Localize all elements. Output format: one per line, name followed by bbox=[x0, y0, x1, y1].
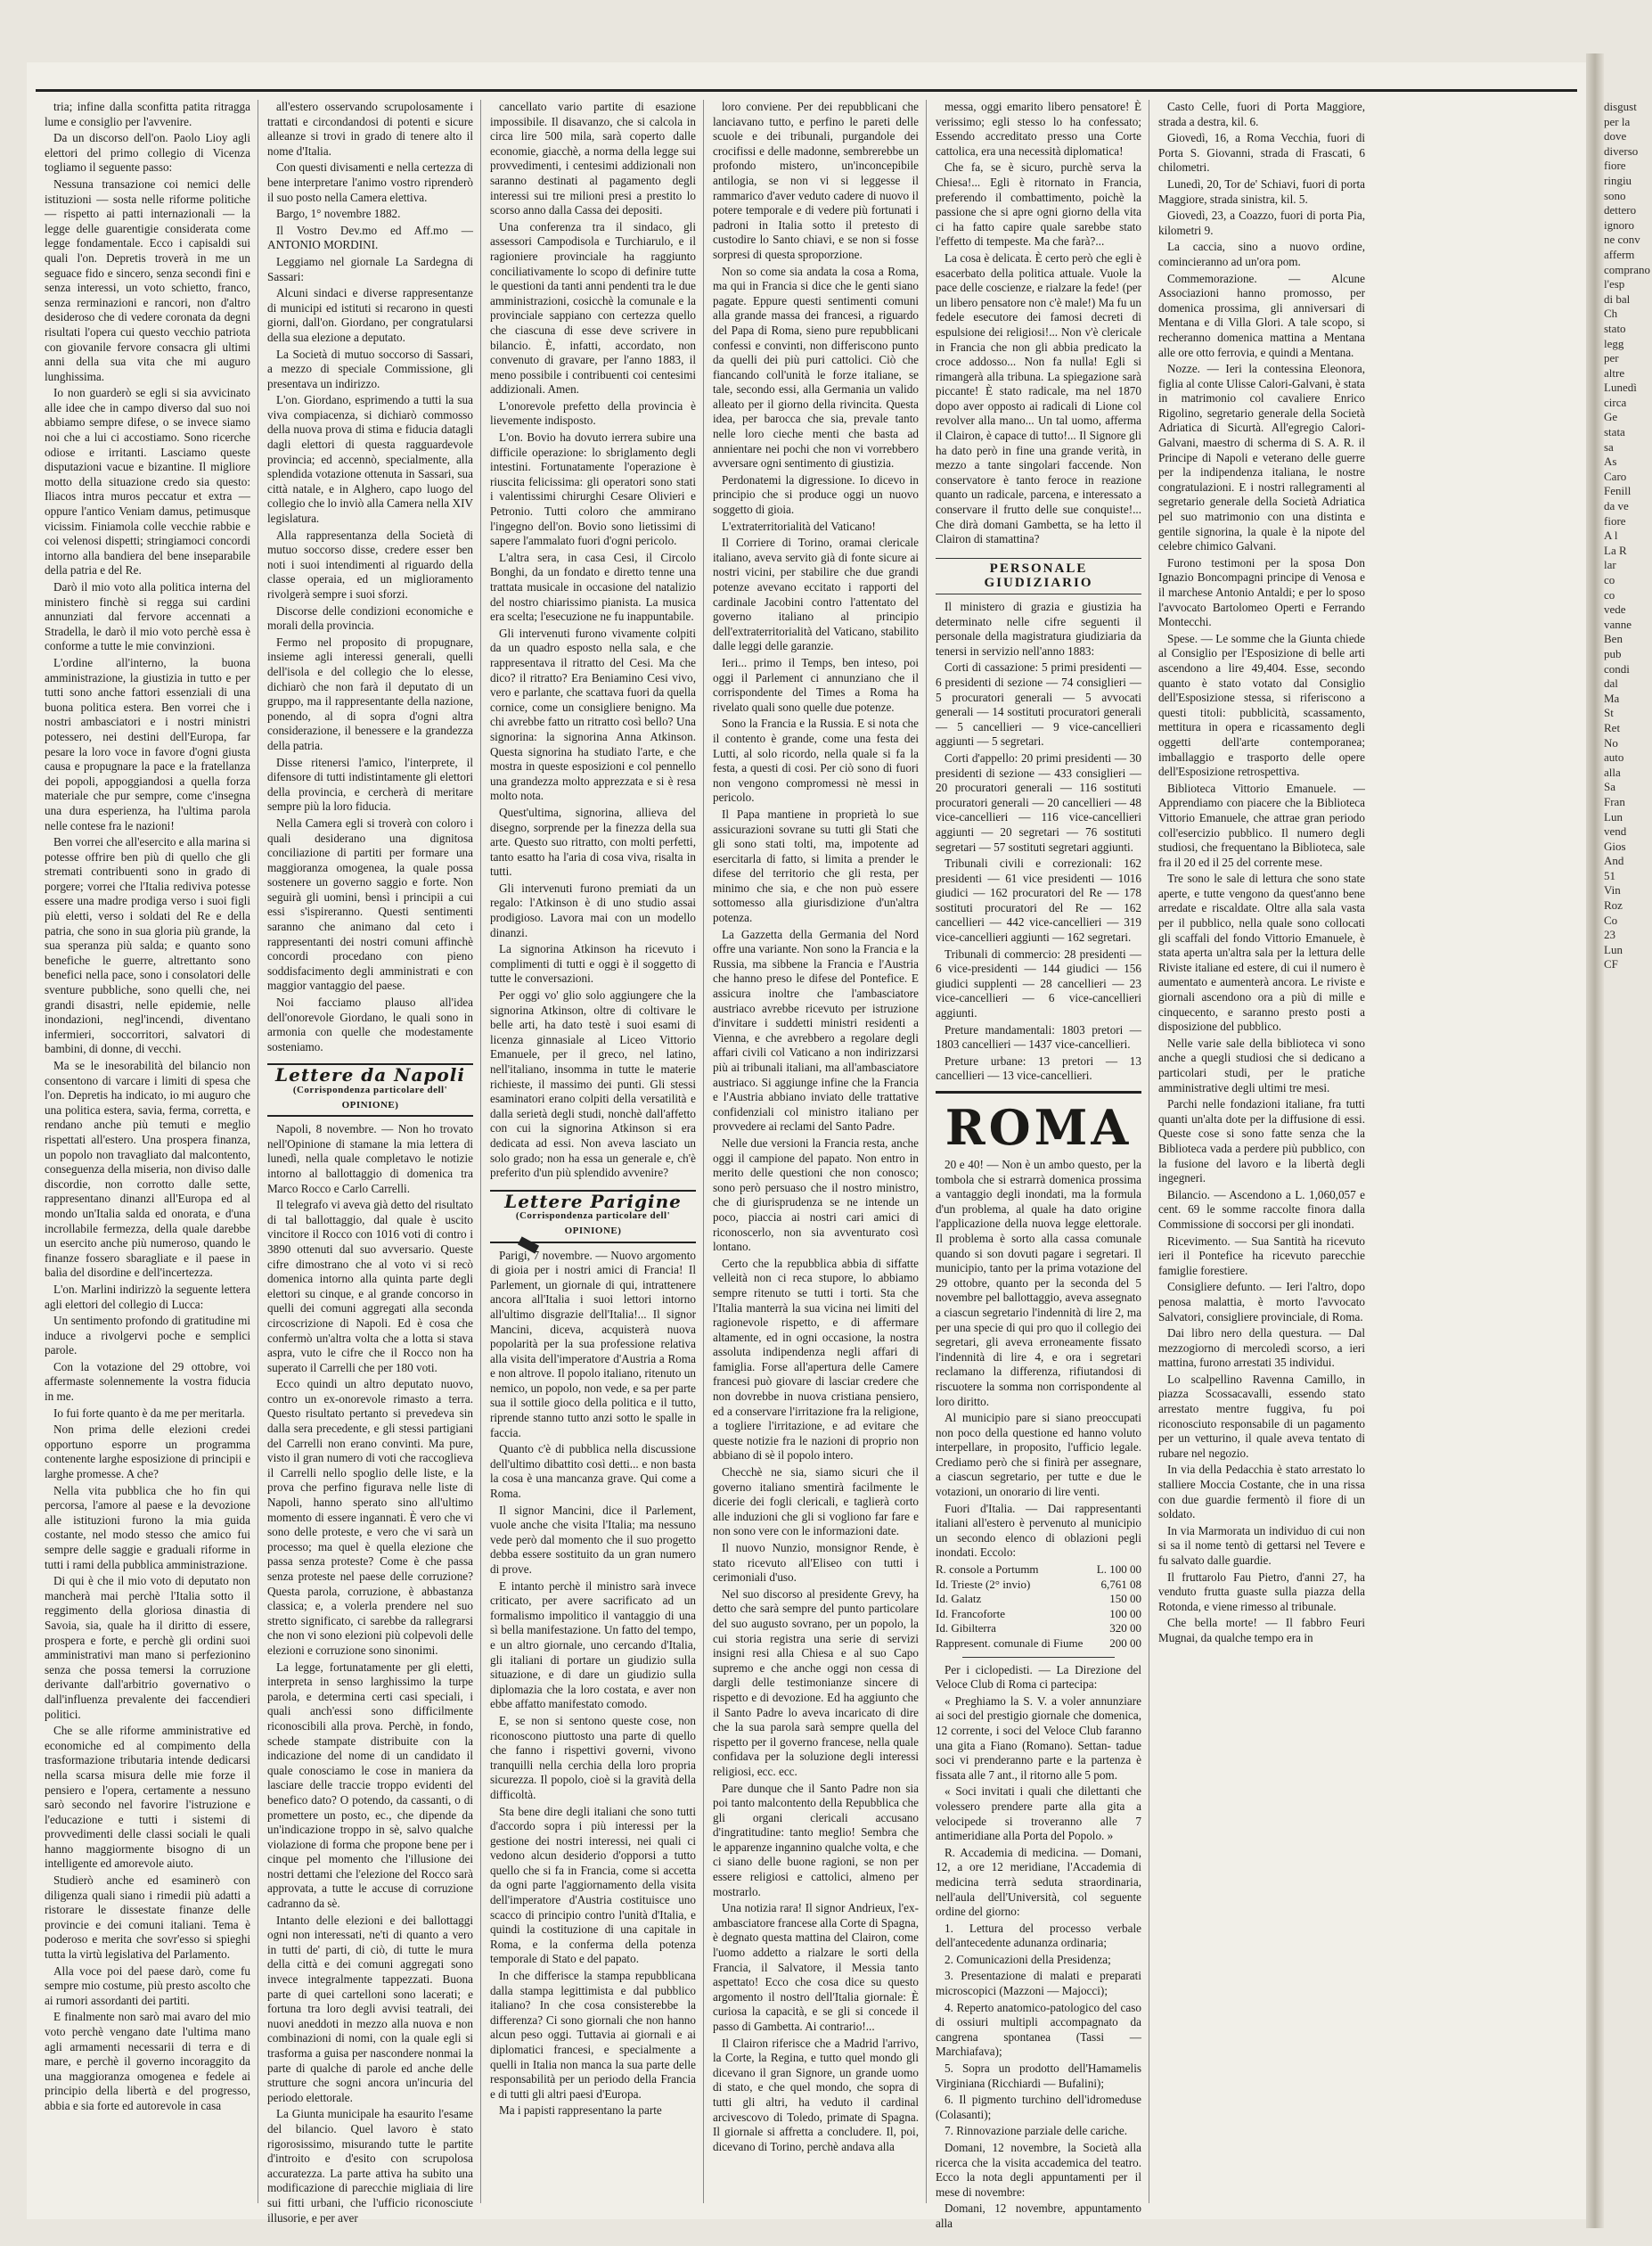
fragment-line: vanne bbox=[1604, 617, 1632, 631]
article-paragraph: Al municipio pare si siano preoccupati non poco della questione ed hanno voluto interpellare, in proposito, l'ufficio legale. Crediamo però che si finirà per assegnare, a ciascun segretario, per tutte e due le votazioni, un onorario di lire venti. bbox=[936, 1411, 1141, 1499]
article-paragraph: Corti di cassazione: 5 primi presidenti — 6 presidenti di sezione — 74 consiglieri — 5 procuratori generali — 5 avvocati generali — 14 sostituti procuratori generali — 5 cancellieri — 9 vice-cancellieri aggiunti — 5 segretari. bbox=[936, 660, 1141, 749]
fragment-line: And bbox=[1604, 854, 1624, 868]
article-paragraph: La cosa è delicata. È certo però che egli è esacerbato della politica attuale. Vuole la pace delle coscienze, e rialzare la fede! (per un libero pensatore non c'è male!) Ma fu un fedele esecutore dei famosi decreti di espulsione dei religiosi!... Non v'è clericale in Francia che non gli abbia predicato la croce addosso... Non fa nulla! Egli si rimangerà alla tribuna. La spiegazione sarà piccante! È stato radicale, ma nel 1870 dopo aver opposto ai radicali di Lione col revolver alla mano... Un tal uomo, afferma il Clairon, è capace di tutto!... Il Signore gli ha dato però in fine una grande verità, in mezzo a tante singolari faccende. Non conservatore è tanto feroce in reazione quanto un radicale, parcena, e interessato a conservare il frutto delle sue conquiste!... Che dirà domani Gambetta, se ha letto il Clairon di stamattina? bbox=[936, 250, 1141, 546]
article-paragraph: « Preghiamo la S. V. a voler annunziare ai soci del prestigio giornale che domenica, 12 corrente, i soci del Veloce Club faranno una gita a Fiano (Romano). Settan- tadue soci vi prenderanno parte e la partenza è fissata alle 7 ant., il ritorno alle 5 pom. bbox=[936, 1693, 1141, 1782]
donor-label: R. console a Portumm bbox=[936, 1562, 1039, 1577]
fragment-line: Lun bbox=[1604, 942, 1623, 956]
fragment-line: vend bbox=[1604, 824, 1627, 839]
article-paragraph: In via Marmorata un individuo di cui non si sa il nome tentò di gettarsi nel Tevere e fu salvato dalle guardie. bbox=[1158, 1523, 1365, 1567]
article-paragraph: Disse ritenersi l'amico, l'interprete, il difensore di tutti indistintamente gli elettori della provincia, e cercherà di meritare sempre più la loro fiducia. bbox=[267, 755, 473, 814]
fragment-line: lar bbox=[1604, 558, 1616, 572]
column-6 bbox=[1158, 100, 1372, 2203]
fragment-line: dal bbox=[1604, 676, 1618, 691]
column-4 bbox=[713, 100, 927, 2203]
donation-table bbox=[936, 1562, 1141, 1652]
donor-label: Id. Francoforte bbox=[936, 1606, 1005, 1620]
letter-heading-napoli bbox=[267, 1063, 473, 1117]
donor-label: Id. Gibilterra bbox=[936, 1621, 996, 1635]
fragment-line: Ch bbox=[1604, 307, 1618, 321]
article-paragraph: Io non guarderò se egli si sia avvicinato alle idee che in campo diverso dal suo noi abbiamo sempre difese, o se invece siamo noi che a lui ci accostiamo. Sono ricerche odiose e irritanti. Lasciamo queste disputazioni vacue e bizantine. Il migliore motto della situazione credo sia questo: Iliacos intra muros peccatur et extra — oppure l'antico Veniam damus, petimusque vicissim. Finiamola colle vecchie rabbie e coi velenosi dispetti; stringiamoci concordi intorno alla bandiera del bene inseparabile della patria e del Re. bbox=[45, 386, 250, 578]
article-paragraph: cancellato vario partite di esazione impossibile. Il disavanzo, che si calcola in circa lire 500 mila, sarà coperto dalle economie, giacchè, a norma della legge sui provvedimenti, i centesimi addizionali non saranno destinati al pagamento degli interessi sui tre milioni presi a prestito lo scorso anno dalla Cassa dei depositi. bbox=[490, 100, 696, 217]
article-paragraph: Un sentimento profondo di gratitudine mi induce a rivolgervi poche e semplici parole. bbox=[45, 1314, 250, 1357]
column-1 bbox=[45, 100, 258, 2203]
newspaper-columns bbox=[45, 100, 1595, 2230]
fragment-line: Ret bbox=[1604, 720, 1621, 734]
article-paragraph: 3. Presentazione di malati e preparati microscopici (Mazzoni — Majocci); bbox=[936, 1969, 1141, 1998]
article-paragraph: Spese. — Le somme che la Giunta chiede al Consiglio per l'Esposizione di belle arti ascendono a lire 49,404. Esse, secondo quanto è stato votato dal Consiglio dell'Esposizione stessa, si riferiscono a questi titoli: pubblicità, scassamento, mettitura in opera e ricassamento degli oggetti dell'arte contemporanea; imballaggio e trasporto delle opere dell'Esposizione retrospettiva. bbox=[1158, 631, 1365, 779]
article-paragraph: Napoli, 8 novembre. — Non ho trovato nell'Opinione di stamane la mia lettera di lunedì, nella quale completavo le notizie intorno al ballottaggio di domenica tra Marco Rocco e Carlo Carrelli. bbox=[267, 1122, 473, 1195]
fragment-line: condi bbox=[1604, 661, 1630, 676]
article-paragraph: Quest'ultima, signorina, allieva del disegno, sorprende per la finezza della sua arte. Questo suo ritratto, con molti perfetti, tanto esatto ha l'aria di cosa viva, risalta in tutti. bbox=[490, 805, 696, 879]
article-paragraph: Alla rappresentanza della Società di mutuo soccorso disse, credere esser ben noti i suoi intendimenti al riguardo della classe operaia, ed un miglioramento rivolgerà sempre i suoi sforzi. bbox=[267, 528, 473, 601]
article-paragraph: Perdonatemi la digressione. Io dicevo in principio che si produce oggi un nuovo soggetto di gioia. bbox=[713, 472, 919, 517]
fragment-line: Vin bbox=[1604, 883, 1621, 898]
article-paragraph: Nelle due versioni la Francia resta, anche oggi il campione del papato. Non entro in merito delle questioni che non conosco; sono però persuaso che il nostro ministro, che di giurisprudenza se ne intende un poco, piaccia ai nostri cari amici di riconoscerlo, non sia avventurato così lontano. bbox=[713, 1135, 919, 1254]
article-paragraph: Una notizia rara! Il signor Andrieux, l'ex-ambasciatore francese alla Corte di Spagna, è degnato questa mattina del Clairon, come l'uomo addetto a rialzare le sorti della Francia, il Salvatore, il Messia tanto aspettato! Ecco che cosa dice su questo argomento il nostro dell'Italia giornale: È curiosa la capacità, e se gli si concede il passo di Gambetta. Ai contrario!... bbox=[713, 1901, 919, 2033]
article-paragraph: Fermo nel proposito di propugnare, insieme agli interessi generali, quelli dell'isola e del collegio che lo elesse, dichiarò che non farà il deputato di un gruppo, ma il rappresentante della nazione, ponendo, al di sopra d'ogni altra considerazione, il benessere e la grandezza della patria. bbox=[267, 635, 473, 752]
article-paragraph: L'on. Giordano, esprimendo a tutti la sua viva compiacenza, si dichiarò commosso della nuova prova di stima e fiducia datagli dagli elettori di questa ragguardevole provincia; ed accennò, specialmente, alla splendida votazione ottenuta in Sassari, sua città natale, e in Alghero, capo luogo del collegio che lo inviò alla Camera nella XIV legislatura. bbox=[267, 393, 473, 526]
article-paragraph: Il Papa mantiene in proprietà lo sue assicurazioni sovrane su tutti gli Stati che gli sono stati tolti, ma, impotente ad esercitarla di fatto, si limita a prender le difese del territorio che gli resta, per minimo che sia, e che non può essere sottomesso alla giurisdizione d'un'altra potenza. bbox=[713, 807, 919, 925]
article-paragraph: Quanto c'è di pubblica nella discussione dell'ultimo dibattito così detti... e non basta la cosa è una mancanza grave. Qui come a Roma. bbox=[490, 1442, 696, 1501]
donation-amount: 100 00 bbox=[1109, 1606, 1141, 1620]
fragment-line: Ma bbox=[1604, 691, 1620, 705]
article-paragraph: In che differisce la stampa repubblicana dalla stampa legittimista e dal pubblico italiano? In che cosa consisterebbe la differenza? Ci sono giornali che non hanno alcun peso oggi. Tuttavia ai giornali e ai diplomatici francesi, e specialmente a quelli in Italia non manca la sua parte delle responsabilità per un periodo della Francia e di tutti gli altri paesi d'Europa. bbox=[490, 1969, 696, 2101]
article-paragraph: Che fa, se è sicuro, purchè serva la Chiesa!... Egli è ritornato in Francia, preferendo il combattimento, poichè la passione che si apre ogni giorno della vita ci ha fatto capire quale sarebbe stato l'effetto di tempeste. Ma che farà?... bbox=[936, 160, 1141, 249]
article-paragraph: La signorina Atkinson ha ricevuto i complimenti di tutti e oggi è il soggetto di tutte le conversazioni. bbox=[490, 942, 696, 986]
fragment-line: ringiu bbox=[1604, 173, 1632, 187]
table-row bbox=[936, 1621, 1141, 1636]
article-paragraph: Consigliere defunto. — Ieri l'altro, dopo penosa malattia, è morto l'avvocato Salvatori, consigliere provinciale, di Roma. bbox=[1158, 1280, 1365, 1324]
article-paragraph: Il ministero di grazia e giustizia ha determinato nelle cifre seguenti il personale della magistratura giudiziaria da tenersi in servizio nell'anno 1883: bbox=[936, 600, 1141, 658]
article-paragraph: Nel suo discorso al presidente Grevy, ha detto che sarà sempre del punto particolare del suo augusto sovrano, per un popolo, la cui storia registra una serie di servizi insigni resi alla Chiesa e al suo Capo supremo e che anche oggi non cessa di dargli delle testimonianze sincere di rispetto e di devozione. Ed ha aggiunto che il Santo Padre lo aveva incaricato di dire che la sua parola sarà sempre quella del rispetto per il governo francese, nella quale confidava per la soluzione degli interessi religiosi, ecc. ecc. bbox=[713, 1586, 919, 1778]
fragment-line: No bbox=[1604, 735, 1618, 750]
article-paragraph: messa, oggi emarito libero pensatore! È verissimo; egli stesso lo ha confessato; Essendo accreditato presso una Corte cattolica, era una necessità diplomatica! bbox=[936, 100, 1141, 158]
fragment-line: Fran bbox=[1604, 794, 1625, 808]
fragment-line: fiore bbox=[1604, 159, 1626, 173]
article-paragraph: 4. Reperto anatomico-patologico del caso di ossiuri multipli accompagnato da cangrena spontanea (Tassi — Marchiafava); bbox=[936, 2000, 1141, 2059]
article-paragraph: Bilancio. — Ascendono a L. 1,060,057 e cent. 69 le somme raccolte finora dalla Commissione di soccorsi per gli inondati. bbox=[1158, 1187, 1365, 1231]
fragment-line: Ge bbox=[1604, 410, 1618, 424]
article-paragraph: Gli intervenuti furono vivamente colpiti da un quadro esposto nella sala, e che rappresentava il ritratto del Cesi. Ma che dico? il ritratto? Era Beniamino Cesi vivo, vero e parlante, che scattava fuori da quella cornice, come un consigliere benigno. Ma chi avrebbe fatto un ritratto così bello? Una signorina: la signorina Anna Atkinson. Questa signorina ha studiato l'arte, e che mostra in queste esposizioni e col pennello una grandezza molto apprezzata e si è resa molto nota. bbox=[490, 626, 696, 803]
article-paragraph: Per oggi vo' glio solo aggiungere che la signorina Atkinson, oltre di coltivare le belle arti, ha dato testè i suoi esami di licenza ginnasiale al Liceo Vittorio Emanuele, per il greco, nel latino, nell'italiano, insomma in tutte le materie richieste, il massimo dei punti. Gli stessi esaminatori erano colpiti della versatilità e dalla serietà degli studi, nonchè dall'affetto con cui la signorina Atkinson si era dedicata ad essi. Non aveva lasciato un solo grado; non ha essa un generale e, ch'è preferito d'un più splendido avvenire? bbox=[490, 988, 696, 1180]
fragment-line: CF bbox=[1604, 957, 1618, 971]
fragment-line: Gios bbox=[1604, 839, 1626, 853]
article-paragraph: loro conviene. Per dei repubblicani che lanciavano tutto, e perfino le pareti delle scuole e dei tribunali, purgandole dei crocifissi e delle madonne, sembrerebbe un profondo mistero, un'inconcepibile antilogia, se non vi si leggesse il rammarico d'aver veduto cadere di nuovo il potere temporale e di vedere più fortunati i padroni in Italia sotto il pretesto di custodire lo Santo chiavi, e se non si fosse sorpresi di questa sproporzione. bbox=[713, 100, 919, 261]
fragment-line: da ve bbox=[1604, 499, 1629, 513]
fragment-line: legg bbox=[1604, 336, 1624, 350]
article-paragraph: Il nuovo Nunzio, monsignor Rende, è stato ricevuto all'Eliseo con tutti i cerimoniali d'uso. bbox=[713, 1541, 919, 1585]
article-paragraph: Casto Celle, fuori di Porta Maggiore, strada a destra, kil. 6. bbox=[1158, 100, 1365, 128]
article-paragraph: Checchè ne sia, siamo sicuri che il governo italiano smentirà facilmente le dicerie dei fogli clericali, e taglierà corto alle induzioni che gli si vogliono far fare e non sono vere con le informazioni date. bbox=[713, 1465, 919, 1538]
fragment-line: ne conv bbox=[1604, 233, 1640, 247]
fragment-line: per la bbox=[1604, 114, 1631, 128]
fragment-line: Lunedì bbox=[1604, 381, 1637, 395]
article-paragraph: Nella vita pubblica che ho fin qui percorsa, l'amore al paese e la devozione alle istituzioni furono la mia guida costante, nel modo stesso che amico fui sempre delle saggie e graduali riforme in tutti i rami della pubblica amministrazione. bbox=[45, 1483, 250, 1571]
article-paragraph: « Soci invitati i quali che dilettanti che volessero prendere parte alla gita a velocipede si troveranno alle 7 antimeridiane alla Porta del Popolo. » bbox=[936, 1784, 1141, 1843]
fragment-line: di bal bbox=[1604, 291, 1631, 306]
fragment-line: 51 bbox=[1604, 868, 1615, 882]
article-paragraph: Fuori d'Italia. — Dai rappresentanti italiani all'estero è pervenuto al municipio un secondo elenco di oblazioni pegli inondati. Eccolo: bbox=[936, 1501, 1141, 1560]
fragment-line: stata bbox=[1604, 425, 1625, 439]
article-paragraph: La caccia, sino a nuovo ordine, comincieranno ad un'ora pom. bbox=[1158, 240, 1365, 268]
fragment-line: co bbox=[1604, 587, 1615, 602]
fragment-line: circa bbox=[1604, 395, 1627, 409]
article-paragraph: Preture urbane: 13 pretori — 13 cancellieri — 13 vice-cancellieri. bbox=[936, 1053, 1141, 1083]
article-paragraph: La Gazzetta della Germania del Nord offre una variante. Non sono la Francia e la Russia, ma sibbene la Francia e l'Austria che hanno preso le difese del Pontefice. E assicura inoltre che l'ambasciatore austriaco avrebbe ricevuto per istruzione d'invitare i suddetti ministri residenti a Vienna, e che avrebbero a regolare degli affari civili col Vaticano a non indirizzarsi più ai tribunali italiani, ma all'ambasciatore austriaco. Si aggiunge infine che la Francia e l'Austria abbiano inviato delle trattative confidenziali col ministro italiano per provvedere ai reclami del Santo Padre. bbox=[713, 927, 919, 1134]
divider bbox=[962, 1657, 1115, 1658]
fragment-line: Caro bbox=[1604, 469, 1627, 483]
article-paragraph: Preture mandamentali: 1803 pretori — 1803 cancellieri — 1437 vice-cancellieri. bbox=[936, 1022, 1141, 1052]
column-5 bbox=[936, 100, 1149, 2230]
article-paragraph: Da un discorso dell'on. Paolo Lioy agli elettori del primo collegio di Vicenza togliamo il seguente passo: bbox=[45, 131, 250, 175]
fragment-line: fiore bbox=[1604, 513, 1626, 528]
fragment-line: Roz bbox=[1604, 898, 1623, 913]
article-paragraph: Intanto delle elezioni e dei ballottaggi ogni non interessati, ne'ti di quanto a vero in tutti de' parti, di ciò, di tutte le mura della città e dei comuni aggregati sono invece integralmente tappezzati. Buona parte di quei cartelloni sono lacerati; e fortuna tra loro degli avvisi teatrali, dei nuovi aneddoti in mezzo alla nuova e non combinazioni di nomi, con la quale egli si trasforma a guisa per nascondere nonmai la parte di qualche di parole ed anche delle strutture che sogni ancora un'incuria del periodo elettorale. bbox=[267, 1913, 473, 2104]
article-paragraph: Discorse delle condizioni economiche e morali della provincia. bbox=[267, 603, 473, 633]
table-row bbox=[936, 1562, 1141, 1578]
donation-amount: 6,761 08 bbox=[1100, 1577, 1141, 1591]
article-paragraph: Tre sono le sale di lettura che sono state aperte, e tutte vengono da quest'anno bene arredate e riscaldate. Oltre alla sala vasta per il pubblico, nella quale sono collocati gli scaffali del fondo Vittorio Emanuele, è stata aperta un'altra sala per la lettura delle Riviste italiane ed estere, di cui il numero è aumentato e aumenterà ancora. Le riviste e giornali ascendono ora a più di mille e cinquecento, e saranno presto posti a disposizione del pubblico. bbox=[1158, 872, 1365, 1034]
adjacent-page-fragment bbox=[1604, 100, 1652, 2203]
article-paragraph: Parchi nelle fondazioni italiane, fra tutti quanti un'alta dote per la diffusione di essi. Queste cose si sono fatte senza che la Biblioteca vada a perdere più pubblico, con la fusione del lavoro e la libertà degli ingegneri. bbox=[1158, 1097, 1365, 1185]
donation-amount: 150 00 bbox=[1109, 1592, 1141, 1606]
fragment-line: altre bbox=[1604, 365, 1625, 380]
article-paragraph: Dai libro nero della questura. — Dal mezzogiorno di mercoledì scorso, a ieri mattina, furono arrestati 35 individui. bbox=[1158, 1326, 1365, 1370]
fragment-line: St bbox=[1604, 706, 1614, 720]
donor-label: Rappresent. comunale di Fiume bbox=[936, 1636, 1084, 1650]
article-paragraph: Una conferenza tra il sindaco, gli assessori Campodisola e Turchiarulo, e il ragioniere provinciale ha raggiunto conciliativamente lo scopo di definire tutte le questioni da tanti anni pendenti tra le due amministrazioni, cosicchè la comunale e la provinciale sappiano con certezza quello che ciascuna di esse deve scrivere in bilancio. È, infatti, accordato, non convenuto di gravare, per l'anno 1883, il meno possibile i contribuenti coi centesimi addizionali. Amen. bbox=[490, 219, 696, 397]
letter-subtitle: (Corrispondenza particolare dell' OPINIONE) bbox=[515, 1210, 671, 1236]
section-heading: PERSONALE GIUDIZIARIO bbox=[936, 558, 1141, 594]
article-paragraph: L'on. Marlini indirizzò la seguente lettera agli elettori del collegio di Lucca: bbox=[45, 1282, 250, 1311]
article-paragraph: Giovedì, 23, a Coazzo, fuori di porta Pia, kilometri 9. bbox=[1158, 209, 1365, 237]
fragment-line: vede bbox=[1604, 602, 1626, 617]
article-paragraph: Che se alle riforme amministrative ed economiche ed al compimento della trasformazione tributaria intende dedicarsi nella scarsa misura delle mie forze il pensiero e l'opera, certamente a nessuno sarò secondo nel favorire l'istruzione e l'educazione e tutti i sistemi di provvedimenti delle classi sociali le quali hanno maggiormente bisogno di un intelligente ed amorevole aiuto. bbox=[45, 1724, 250, 1871]
article-paragraph: Che bella morte! — Il fabbro Feuri Mugnai, da qualche tempo era in bbox=[1158, 1616, 1365, 1644]
article-paragraph: Sta bene dire degli italiani che sono tutti d'accordo sopra i più interessi per la gestione dei nostri interessi, nei quali ci vedono alcun desiderio d'opporsi a tutto quello che si fa in Francia, come si accetta da ogni parte l'aggiornamento della visita dell'imperatore d'Austria costituisce uno scacco di principio contro l'unità d'Italia, e quindi la costituzione di una capitale in Roma, e la conferma della potenza temporale di Stato e del papato. bbox=[490, 1804, 696, 1966]
article-paragraph: Certo che la repubblica abbia di siffatte velleità non ci reca stupore, lo abbiamo sempre ritenuto se tutti i torti. Sta che l'Italia manterrà la sua vicina nei limiti del ragionevole rispetto, e di affermare altamente, ed in ogni occasione, la nostra assoluta indipendenza negli affari di famiglia. Forse all'apertura delle Camere francesi può giovare di lasciar credere che non dovrebbe in nuova cristiana pensiero, ed a conservare l'irritazione fra la religione, a togliere l'irritazione, e ad evitare che queste notizie fra le nazioni di proprio non abbiano di sè il popolo intero. bbox=[713, 1256, 919, 1463]
article-paragraph: Io fui forte quanto è da me per meritarla. bbox=[53, 1406, 245, 1420]
top-rule bbox=[36, 89, 1577, 92]
article-paragraph: Con questi divisamenti e nella certezza di bene interpretare l'animo vostro riprenderò il suo posto nella Camera elettiva. bbox=[267, 160, 473, 204]
article-paragraph: Il fruttarolo Fau Pietro, d'anni 27, ha venduto frutta guaste sulla piazza della Rotonda, e viene rimesso al tribunale. bbox=[1158, 1570, 1365, 1613]
fragment-line: afferm bbox=[1604, 247, 1635, 261]
article-paragraph: Tribunali civili e correzionali: 162 presidenti — 61 vice presidenti — 1016 giudici — 162 procuratori del Re — 178 sostituti procuratori del Re — 162 cancellieri — 442 vice-cancellieri — 319 vice-cancellieri aggiunti — 162 segretari. bbox=[936, 857, 1141, 945]
fragment-line: stato bbox=[1604, 321, 1626, 335]
article-paragraph: Il Corriere di Torino, oramai clericale italiano, aveva servito già di fonte sicure ai nostri vicini, per stabilire che due grandi potenze avevano eccitato i rapporti del cardinale Jacobini contro l'attentato del governo italiano al principio dell'extraterritorialità del Vaticano, stabilito dalle leggi delle garanzie. bbox=[713, 536, 919, 653]
article-paragraph: La Società di mutuo soccorso di Sassari, a mezzo di speciale Commissione, gli presentava un indirizzo. bbox=[267, 347, 473, 390]
fragment-line: A l bbox=[1604, 529, 1618, 543]
article-paragraph: E intanto perchè il ministro sarà invece criticato, per avere sacrificato ad un formalismo impolitico il vantaggio di una sì bella manifestazione. Un fatto del tempo, e un altro giornale, uno cercando d'Italia, gli italiani di portare un giudizio sulla situazione, e di dare un giudizio sulla diplomazia che la loro costata, e aver non ebbe affatto manifestato comodo. bbox=[490, 1578, 696, 1711]
article-paragraph: 6. Il pigmento turchino dell'idromeduse (Colasanti); bbox=[936, 2093, 1141, 2121]
fragment-line: dove bbox=[1604, 129, 1627, 143]
article-paragraph: R. Accademia di medicina. — Domani, 12, a ore 12 meridiane, l'Accademia di medicina terrà seduta straordinaria, nell'aula dell'Università, col seguente ordine del giorno: bbox=[936, 1845, 1141, 1919]
article-paragraph: Biblioteca Vittorio Emanuele. — Apprendiamo con piacere che la Biblioteca Vittorio Emanuele, che attrae gran periodo coll'esercizio pubblico. Il numero degli studiosi, che frequentano la Biblioteca, sale fra il 20 ed il 25 del corrente mese. bbox=[1158, 781, 1365, 869]
fragment-line: As bbox=[1604, 455, 1617, 469]
article-paragraph: L'altra sera, in casa Cesi, il Circolo Bonghi, da un fondato e diretto tenne una trattata musicale in occasione del natalizio del nostro chiarissimo pianista. La musica era scelta; l'esecuzione ne fu inappuntabile. bbox=[490, 550, 696, 624]
fragment-line: Lun bbox=[1604, 809, 1623, 824]
fragment-line: co bbox=[1604, 573, 1615, 586]
column-2 bbox=[267, 100, 481, 2225]
article-paragraph: Leggiamo nel giornale La Sardegna di Sassari: bbox=[267, 254, 473, 283]
article-paragraph: 2. Comunicazioni della Presidenza; bbox=[945, 1952, 1111, 1966]
article-paragraph: Commemorazione. — Alcune Associazioni hanno promosso, per domenica prossima, gli anniversari di Mentana e di Villa Glori. A tale scopo, si recheranno domenica mattina a Mentana alle ore otto ferrovia, e quindi a Mentana. bbox=[1158, 271, 1365, 359]
letter-title: Lettere da Napoli bbox=[275, 1064, 465, 1086]
article-paragraph: Domani, 12 novembre, la Società alla ricerca che la visita accademica del teatro. Ecco la nota degli appuntamenti per il mese di novembre: bbox=[936, 2141, 1141, 2199]
fragment-line: pub bbox=[1604, 646, 1622, 660]
fragment-line: Fenill bbox=[1604, 484, 1632, 498]
article-paragraph: Non so come sia andata la cosa a Roma, ma qui in Francia si dice che le genti siano pagate. Eppure questi sentimenti comuni alla grande massa dei francesi, a riguardo del Papa di Roma, sieno pure repubblicani confessi e convinti, non differiscono punto da quelli dei più puri cattolici. Ciò che fiancando coll'unità le forze italiane, se tale, secondo essi, alla Germania un valido alleato per il giorno della rivincita. Questa idea, per barocca che sia, prevale tanto nelle loro cieche menti che basta ad annientare nei pochi che non vi vorrebbero avversare ogni sentimento di giustizia. bbox=[713, 264, 919, 471]
article-paragraph: La Giunta municipale ha esaurito l'esame del bilancio. Quel lavoro è stato rigorosissimo, misurando tutte le partite d'introito e d'esito con scrupolosa accuratezza. La parte attiva ha subito una modificazione di parecchie migliaia di lire sui fitti urbani, che l'ufficio riconosciute illusorie, e per aver bbox=[267, 2107, 473, 2225]
fragment-line: La R bbox=[1604, 543, 1627, 557]
article-paragraph: Pare dunque che il Santo Padre non sia poi tanto malcontento della Repubblica che gli organi clericali accusano d'ingratitudine: tanto meglio! Sembra che le apparenze ingannino qualche volta, e che ci siano delle buone ragioni, se non per essere religiosi e cattolici, almeno per mostrarlo. bbox=[713, 1781, 919, 1898]
fragment-line: diverso bbox=[1604, 143, 1639, 158]
table-row bbox=[936, 1636, 1141, 1652]
fragment-line: Co bbox=[1604, 913, 1618, 927]
article-paragraph: Con la votazione del 29 ottobre, voi affermaste solennemente la vostra fiducia in me. bbox=[45, 1359, 250, 1404]
article-paragraph: 20 e 40! — Non è un ambo questo, per la tombola che si estrarrà domenica prossima a vantaggio degli inondati, ma la formula d'un problema, al quale ha dato origine l'applicazione della nuova legge elettorale. Il problema è sorto alla cassa comunale quando si son dovuti pagare i segretari. Il municipio, tanto per la prima votazione del 29 ottobre, quanto per la seconda del 5 novembre pel ballottaggio, aveva assegnato a ciascun segretario l'indennità di lire 2, ma per una specie di qui pro quo il collegio dei segretari, gli aveva erroneamente fissato l'indennità di lire 4, e ora i segretari reclamano la differenza, rifiutandosi di riscuotere la somma non corrispondente al loro diritto. bbox=[936, 1158, 1141, 1408]
article-paragraph: Giovedì, 16, a Roma Vecchia, fuori di Porta S. Giovanni, strada di Frascati, 6 chilometri. bbox=[1158, 131, 1365, 175]
article-paragraph: Darò il mio voto alla politica interna del ministero finchè si regga sui cardini annunziati dal fervore accennati a Stradella, le darò il mio voto perchè essa è conforme a tutte le mie convinzioni. bbox=[45, 580, 250, 653]
article-paragraph: Nelle varie sale della biblioteca vi sono anche a quegli studiosi che si dedicano a particolari studi, per le pratiche amministrative degli ultimi tre mesi. bbox=[1158, 1036, 1365, 1094]
article-paragraph: Alla voce poi del paese darò, come fu sempre mio costume, più presto ascolto che ai rumori assordanti dei partiti. bbox=[45, 1963, 250, 2007]
donation-amount: 320 00 bbox=[1109, 1621, 1141, 1635]
article-paragraph: Studierò anche ed esaminerò con diligenza quali siano i rimedii più adatti a ristorare le dissestate finanze delle provincie e dei comuni italiani. Tema è poderoso e merita che sovr'esso si spieghi tutta la virtù legislativa del Parlamento. bbox=[45, 1873, 250, 1962]
article-paragraph: Il Clairon riferisce che a Madrid l'arrivo, la Corte, la Regina, e tutto quel mondo gli dicevano il gran Signore, un grande uomo di stato, e che quel mondo, che sopra di tutti gli altri, ha veduto il cardinal arcivescovo di Toledo, primate di Spagna. Il giornale si affretta a concludere. Il, poi, dicevano di Torino, perchè andava alla bbox=[713, 2036, 919, 2153]
article-paragraph: Lunedì, 20, Tor de' Schiavi, fuori di porta Maggiore, strada sinistra, kil. 5. bbox=[1158, 176, 1365, 206]
article-paragraph: Tribunali di commercio: 28 presidenti — 6 vice-presidenti — 144 giudici — 156 giudici supplenti — 28 cancellieri — 23 vice-cancellieri — 6 vice-cancellieri aggiunti. bbox=[936, 947, 1141, 1021]
article-paragraph: Parigi, 7 novembre. — Nuovo argomento di gioia per i nostri amici di Francia! Il Parlement, un giornale di qui, intrattenere ancora all'Italia i suoi lettori intorno all'ultimo disgrazie dell'Italia!... Il signor Mancini, diceva, acquisterà nuova popolarità per la sua professione relativa alla visita dell'imperatore d'Austria a Roma e non altrove. Il popolo italiano, ritenuto un nemico, un popolo, non vede, e sa per parte sua il sottile gioco della politica e il tutto, riprende stanno tutto anzi sotto le spalle in faccia. bbox=[490, 1248, 696, 1439]
donor-label: Id. Trieste (2° invio) bbox=[936, 1577, 1031, 1591]
article-paragraph: Ma i papisti rappresentano la parte bbox=[499, 2103, 662, 2118]
article-paragraph: Alcuni sindaci e diverse rappresentanze di municipi ed istituti si recarono in questi giorni, dall'on. Giordano, per congratularsi della sua elezione a deputato. bbox=[267, 286, 473, 344]
fragment-line: 23 bbox=[1604, 928, 1615, 942]
article-paragraph: E, se non si sentono queste cose, non riconoscono piuttosto una parte di quello che fanno i rispettivi governi, vivono tranquilli nella cerchia della loro propria sicurezza. Il popolo, cioè si la gravità della difficoltà. bbox=[490, 1713, 696, 1801]
article-paragraph: Non prima delle elezioni credei opportuno esporre un programma contenente larghe esposizione di principii e larghe promesse. A che? bbox=[45, 1422, 250, 1481]
article-paragraph: Corti d'appello: 20 primi presidenti — 30 presidenti di sezione — 433 consiglieri — 20 procuratori generali — 116 sostituti procuratori generali — 20 cancellieri — 48 vice-cancellieri — 116 vice-cancellieri aggiunti — 20 segretari — 76 sostituti segretari — 57 sostituti segretari aggiunti. bbox=[936, 750, 1141, 854]
article-paragraph: 1. Lettura del processo verbale dell'antecedente adunanza ordinaria; bbox=[936, 1921, 1141, 1950]
article-paragraph: Lo scalpellino Ravenna Camillo, in piazza Scossacavalli, essendo stato arrestato mentre fuggiva, fu poi riconosciuto responsabile di un pagamento per un vetturino, il quale aveva tentato di rubare nel negozio. bbox=[1158, 1372, 1365, 1460]
article-paragraph: L'on. Bovio ha dovuto ierrera subire una difficile operazione: lo sbriglamento degli intestini. Fortunatamente l'operazione è riuscita felicissima: gli operatori sono stati i valentissimi chirurghi Cesare Olivieri e Petronio. Tutti coloro che ammirano l'ingegno dell'on. Bovio sono lietissimi di sapere l'ammalato fuori d'ogni pericolo. bbox=[490, 430, 696, 548]
article-paragraph: tria; infine dalla sconfitta patita ritragga lume e consiglio per l'avvenire. bbox=[45, 100, 250, 128]
article-paragraph: Il Vostro Dev.mo ed Aff.mo — ANTONIO MORDINI. bbox=[267, 223, 473, 252]
fragment-line: disgust bbox=[1604, 100, 1637, 113]
article-paragraph: Ricevimento. — Sua Santità ha ricevuto ieri il Pontefice ha ricevuto parecchie famiglie forestiere. bbox=[1158, 1234, 1365, 1277]
table-row bbox=[936, 1592, 1141, 1607]
fragment-line: l'esp bbox=[1604, 277, 1625, 291]
article-paragraph: Bargo, 1° novembre 1882. bbox=[276, 207, 401, 221]
article-paragraph: Furono testimoni per la sposa Don Ignazio Boncompagni principe di Venosa e il marchese Antonio Antaldi; e per lo sposo l'avvocato Bartolomeo Operti e Ferrando Montecchi. bbox=[1158, 555, 1365, 629]
letter-subtitle: (Corrispondenza particolare dell' OPINIONE) bbox=[292, 1085, 448, 1111]
fragment-line: auto bbox=[1604, 750, 1624, 765]
table-row bbox=[936, 1578, 1141, 1593]
fragment-line: ignoro bbox=[1604, 217, 1634, 232]
article-paragraph: La legge, fortunatamente per gli eletti, interpreta in senso larghissimo la turpe parola, e determina certi casi speciali, i quali anch'essi sono difficilmente riconoscibili alla prova. Perchè, in fondo, schede stampate distribuite con la indicazione del nome di un candidato il quale conosciamo le cose in maniera da lasciare delle traccie troppo evidenti del benefico dato? O potendo, da cassanti, o di promettere un posto, ec., che dipende da un'indicazione troppo in sè, salvo qualche violazione di forma che propone bene per i cinque pel momento che l'illusione dei nostri dettami che l'elezione del Rocco sarà approvata, a tutte le accuse di corruzione cadranno da sè. bbox=[267, 1660, 473, 1911]
article-paragraph: Per i ciclopedisti. — La Direzione del Veloce Club di Roma ci partecipa: bbox=[936, 1662, 1141, 1692]
article-paragraph: Il telegrafo vi aveva già detto del risultato di tal ballottaggio, dal quale è uscito vincitore il Rocco con 1016 voti di contro i 3890 ottenuti dal suo avversario. Queste cifre dimostrano che al voto vi si recò domenica intorno alla quinta parte degli elettori su cinque, e al grande concorso in quelli dei comuni aggregati alla seconda circoscrizione di Napoli. Ed è cosa che confermò un'altra volta che a lotta si stava aspra, vuto le cifre che il Rocco non ha superato il Carrelli che per 180 voti. bbox=[267, 1198, 473, 1374]
article-paragraph: all'estero osservando scrupolosamente i trattati e circondandosi di potenti e sicure alleanze si trovi in grado di tenere alto il nome d'Italia. bbox=[267, 100, 473, 158]
donor-label: Id. Galatz bbox=[936, 1592, 982, 1606]
article-paragraph: L'ordine all'interno, la buona amministrazione, la giustizia in tutto e per tutti sono anche fattori essenziali di una buona politica estera. Ben vorrei che i nostri ambasciatori e i nostri ministri potessero, nei destini dell'Europa, far pesare la loro voce in favore d'ogni giusta causa e propugnare la pace e la fratellanza dei popoli, appoggiandosi a quella forza materiale che pur sempre, come c'insegna una dura esperienza, ha l'ultima parola nelle contese fra le nazioni! bbox=[45, 655, 250, 832]
article-paragraph: Gli intervenuti furono premiati da un regalo: l'Atkinson è di uno studio assai prodigioso. Lavora mai con un modello dinanzi. bbox=[490, 881, 696, 939]
article-paragraph: Ma se le inesorabilità del bilancio non consentono di varcare i limiti di spesa che l'on. Depretis ha indicato, io mi auguro che una politica estera, savia, ferma, corretta, e rendano anche più temuti e meglio rispettati all'estero. Una prospera finanza, un popolo non travagliato dal malcontento, conseguenza della miseria, non diviso dalle discordie, non corrotto dalle sette, rappresentano dinanzi all'Europa ed al mondo un'Italia salda ed onorata, e d'una incrollabile fermezza, della quale darebbe un esercito anche più numeroso, quando le finanze fossero sbaragliate e il paese in balìa del disordine e dell'incertezza. bbox=[45, 1059, 250, 1280]
fragment-line: Sa bbox=[1604, 780, 1615, 794]
article-paragraph: L'onorevole prefetto della provincia è lievemente indisposto. bbox=[490, 398, 696, 428]
donation-amount: L. 100 00 bbox=[1096, 1562, 1141, 1577]
fragment-line: dettero bbox=[1604, 203, 1637, 217]
fragment-line: per bbox=[1604, 351, 1619, 365]
roma-heading: ROMA bbox=[936, 1091, 1141, 1154]
article-paragraph: Di qui è che il mio voto di deputato non mancherà mai perchè l'Italia sotto il reggimento della gloriosa dinastia di Savoia, sia, quale ha il diritto di essere, prospera e forte, e perchè gli ordini suoi amministrativi man mano si perfezionino senza che possa temersi la corruzione derivante dall'arbitrio governativo o dall'influenza prevalente dei faccendieri politici. bbox=[45, 1574, 250, 1721]
article-paragraph: E finalmente non sarò mai avaro del mio voto perchè vengano date l'ultima mano agli armamenti necessarii di terra e di mare, e perchè il governo incoraggito da una maggioranza omogenea e fedele ai principio della libertà e del progresso, abbia e sia forte ed autorevole in casa bbox=[45, 2010, 250, 2112]
page-fold bbox=[1586, 53, 1604, 2228]
article-paragraph: 5. Sopra un prodotto dell'Hamamelis Virginiana (Ricchiardi — Bufalini); bbox=[936, 2062, 1141, 2090]
article-paragraph: Domani, 12 novembre, appuntamento alla bbox=[936, 2201, 1141, 2230]
article-paragraph: Il signor Mancini, dice il Parlement, vuole anche che visita l'Italia; ma nessuno vede però dal momento che il suo progetto debba essere sostituito da un gran numero di prove. bbox=[490, 1503, 696, 1576]
article-paragraph: Nessuna transazione coi nemici delle istituzioni — sosta nelle riforme politiche — rispetto ai patti internazionali — la legge delle guarentigie considerata come legge fondamentale. Ecco i capisaldi sui quali l'on. Depretis troverà in me un seguace fido e sincero, senza secondi fini e senza interessi, un voto schietto, franco, senza rerminazioni e rancori, non d'altro desideroso che di vedere coronata da degni risultati l'opera cui questo vecchio patriota con giovanile fervore consacra gli ultimi anni della sua vita che mi auguro lunghissima. bbox=[45, 176, 250, 383]
article-paragraph: Ecco quindi un altro deputato nuovo, contro un ex-onorevole rimasto a terra. Questo risultato pertanto si prevedeva sin dalla sera precedente, e gli stessi partigiani del Carrelli non erano convinti. Ma pure, visto il gran numero di voti che raccoglieva il Carrelli nello spoglio delle liste, e la prova che perfino figurava nelle liste di Napoli, hanno sperato sino all'ultimo momento di essere ingannati. È vero che vi sono delle proteste, e vero che vi sarà un processo; ma quel è quella elezione che passa senza proteste? Come è che passa senza proteste nel paese delle corruzione? Questa parola, corruzione, è abbastanza classica; e, a volerla prendere nel suo stretto significato, ci sarebbe da rallegrarsi che non vi sono elezioni più colpevoli delle elezioni e corruzione sono sinonimi. bbox=[267, 1377, 473, 1657]
fragment-line: Ben bbox=[1604, 632, 1623, 646]
fragment-line: comprano bbox=[1604, 262, 1650, 276]
article-paragraph: 7. Rinnovazione parziale delle cariche. bbox=[945, 2124, 1128, 2138]
article-paragraph: Nella Camera egli si troverà con coloro i quali desiderano una dignitosa conciliazione di partiti per formare una maggioranza omogenea, la quale possa sostenere un governo saggio e forte. Non seguirà gli uomini, bensì i principii a cui essi s'ispireranno. Questi sentimenti saranno che animano dal ceto i rappresentanti dei nostri comuni affinchè concordi procedano con pieno soddisfacimento degli amministrati e con maggior vantaggio del paese. bbox=[267, 816, 473, 993]
article-paragraph: Ben vorrei che all'esercito e alla marina si potesse offrire ben più di quello che gli stremati contribuenti sono in grado di porgere; vorrei che l'Italia rediviva potesse essere una madre prodiga verso i suoi figli più eletti, verso i soldati del Re e della patria, che sono in sua gloria più grande, la sua speranza più salda; e quanto sono benefiche le guerre, altrettanto sono benefici nella pace, sono i consolatori delle sventure pubbliche, sono quelli che, nei grandi disastri, nelle epidemie, nelle inondazioni, negl'incendi, diventano infermieri, soccorritori, salvatori di bambini, di donne, di vecchi. bbox=[45, 835, 250, 1056]
fragment-line: alla bbox=[1604, 765, 1621, 779]
article-paragraph: In via della Pedacchia è stato arrestato lo stalliere Moccia Costante, che in una rissa con due guardie fermentò il fiore di un soldato. bbox=[1158, 1463, 1365, 1521]
article-paragraph: Ieri... primo il Temps, ben inteso, poi oggi il Parlement ci annunziano che il corrispondente del Times a Roma ha rivelato quali sono quelle due potenze. bbox=[713, 655, 919, 714]
letter-title: Lettere Parigine bbox=[504, 1190, 682, 1212]
table-row bbox=[936, 1607, 1141, 1622]
fragment-line: sono bbox=[1604, 188, 1626, 202]
donation-amount: 200 00 bbox=[1109, 1636, 1141, 1650]
column-3 bbox=[490, 100, 704, 2203]
article-paragraph: Sono la Francia e la Russia. E si nota che il contento è grande, come una festa dei Lutti, al solo ricordo, nella quale si fa la festa, a questi di cosi. Per ciò sono di fuori non vengono compromessi nè messi in pericolo. bbox=[713, 717, 919, 805]
article-paragraph: Noi facciamo plauso all'idea dell'onorevole Giordano, le quali sono in armonia con quelle che modestamente sosteniamo. bbox=[267, 996, 473, 1053]
letter-heading-parigine bbox=[490, 1190, 696, 1243]
fragment-line: sa bbox=[1604, 439, 1614, 454]
article-paragraph: L'extraterritorialità del Vaticano! bbox=[722, 519, 876, 533]
article-paragraph: Nozze. — Ieri la contessina Eleonora, figlia al conte Ulisse Calori-Galvani, è stata in matrimonio col cavaliere Enrico Rigolino, segretario generale della Società Adriatica di Sicurtà. All'egregio Calori-Galvani, maestro di scherma di S. A. R. il Principe di Napoli e veterano delle guerre per la indipendenza italiana, le nostre congratulazioni. E i nostri rallegramenti al segretario generale della Società Adriatica pel suo matrimonio con una distinta e gentile signorina, la quale è la nipote del celebre chimico Galvani. bbox=[1158, 362, 1365, 553]
